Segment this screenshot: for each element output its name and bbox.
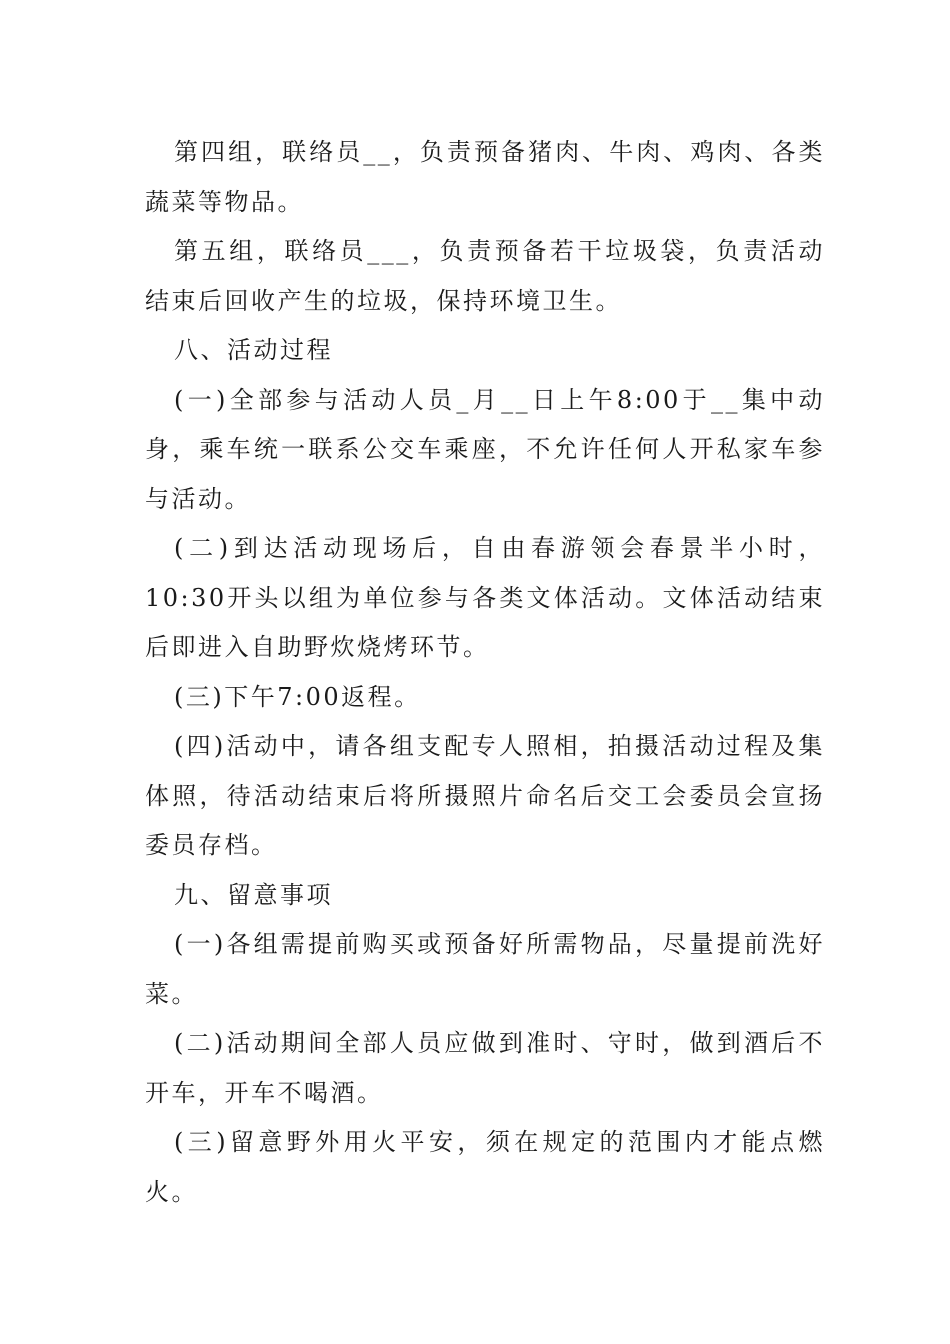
paragraph-notes-3: (三)留意野外用火平安，须在规定的范围内才能点燃火。: [145, 1128, 825, 1206]
paragraph-process-4: (四)活动中，请各组支配专人照相，拍摄活动过程及集体照，待活动结束后将所摄照片命名后交工会委员会宣扬委员存档。: [145, 732, 825, 859]
heading-notes: 九、留意事项: [174, 880, 333, 909]
paragraph-notes-1: (一)各组需提前购买或预备好所需物品，尽量提前洗好菜。: [145, 930, 825, 1008]
document-body: [145, 128, 825, 1217]
paragraph-notes-2: (二)活动期间全部人员应做到准时、守时，做到酒后不开车，开车不喝酒。: [145, 1029, 825, 1107]
paragraph-process-3: (三)下午7:00返程。: [174, 682, 421, 711]
paragraph-group-four: 第四组，联络员__，负责预备猪肉、牛肉、鸡肉、各类蔬菜等物品。: [145, 138, 825, 216]
paragraph-process-1: (一)全部参与活动人员_月__日上午8:00于__集中动身，乘车统一联系公交车乘座，不允许任何人开私家车参与活动。: [145, 385, 825, 513]
paragraph-group-five: 第五组，联络员___，负责预备若干垃圾袋，负责活动结束后回收产生的垃圾，保持环境卫生。: [145, 237, 825, 315]
paragraph-process-2: (二)到达活动现场后，自由春游领会春景半小时，10:30开头以组为单位参与各类文体活动。文体活动结束后即进入自助野炊烧烤环节。: [145, 534, 825, 661]
heading-activity-process: 八、活动过程: [174, 336, 333, 364]
